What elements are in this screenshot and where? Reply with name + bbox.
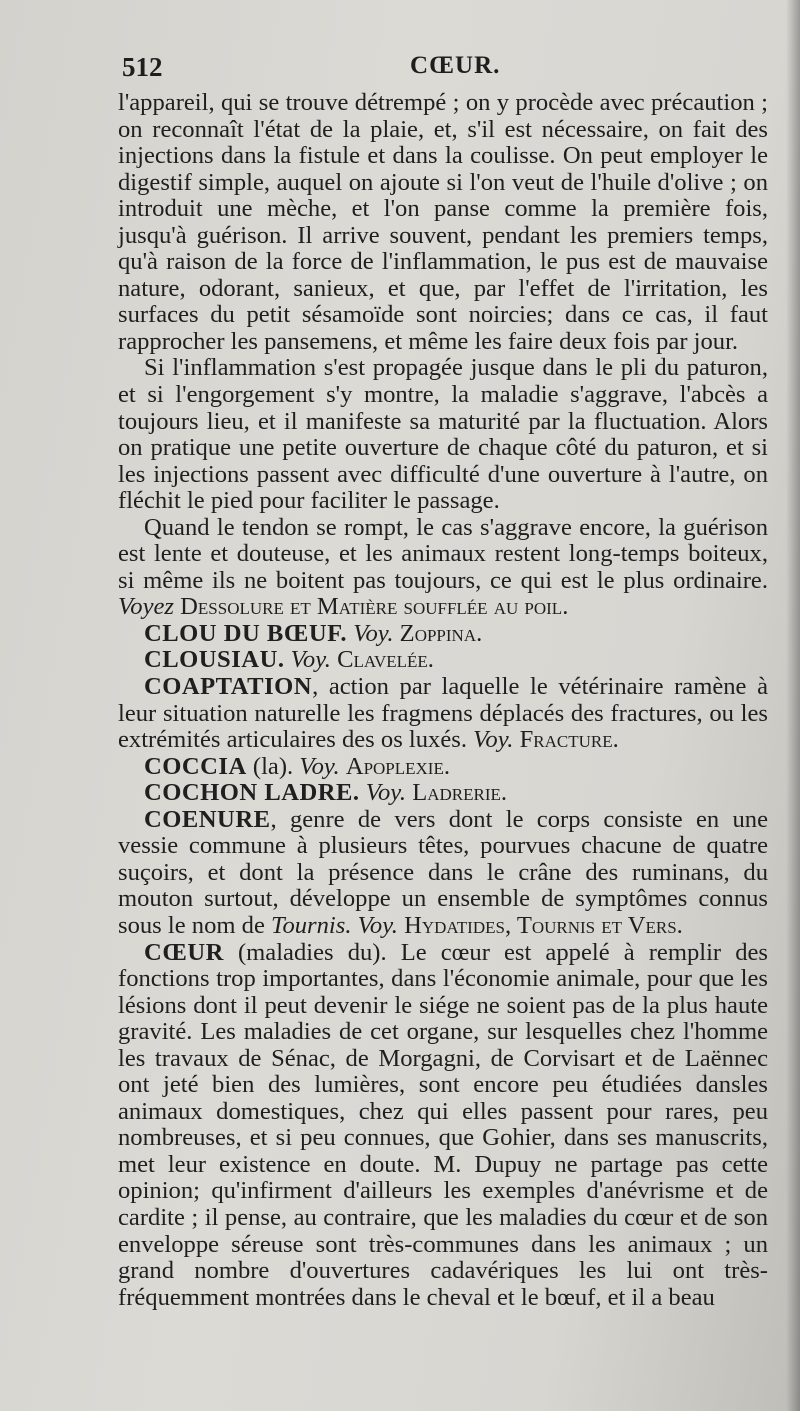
entry-coenure [118,807,768,940]
entry-coccia [118,754,768,781]
headword: COCCIA [144,752,247,780]
entry-cochon-ladre [118,780,768,807]
headword: CLOUSIAU. [144,646,285,674]
cross-reference: Zoppina. [399,619,483,647]
body-text [118,90,768,1311]
running-title: CŒUR. [410,52,501,79]
see-reference: Voy. [299,752,340,780]
entry-coeur-maladies [118,940,768,1312]
cross-reference: Hydatides, Tournis et Vers. [404,911,683,939]
entry-body: (maladies du). Le cœur est appelé à remplir des fonctions trop importantes, dans l'économie animale, pour que les lésions dont il peut devenir le siége ne soient pas de la plus haute gravité. Les maladies de cet organe, sur lesquelles chez l'homme les travaux de Sénac, de Morgagni, de Corvisart et de Laënnec ont jeté bien des lumières, sont encore peu étudiées dansles animaux domestiques, chez qui elles passent pour rares, peu nombreuses, et si peu connues, que Gohier, dans ses manuscrits, met leur existence en doute. M. Dupuy ne partage pas cette opinion; qu'infirment d'ailleurs les exemples d'anévrisme et de cardite ; il pense, au contraire, que les maladies du cœur et de son enveloppe séreuse sont très-communes dans les animaux ; un grand nombre d'ouvertures cadavériques les lui ont très-fréquemment montrées dans le cheval et le bœuf, et il a beau [118,938,768,1311]
cross-reference: Fracture. [519,726,619,754]
page-number: 512 [122,52,163,82]
headword: COAPTATION [144,673,313,701]
cross-reference: Clavelée. [337,646,434,674]
entry-body: (la). [246,752,294,780]
see-reference: Voy. [357,911,398,939]
see-reference: Voy. [365,779,407,807]
running-head [122,52,772,86]
cross-reference: Dessolure et Matière soufflée au poil. [180,593,569,621]
page-edge-shadow [786,0,800,1411]
entry-clou-du-boeuf [118,621,768,648]
cross-reference: Apoplexie. [345,752,450,780]
paragraph-continuation [118,90,768,355]
see-reference: Voy. [353,619,394,647]
paragraph-inflammation [118,355,768,514]
entry-coaptation [118,674,768,754]
headword: CLOU DU BŒUF. [144,619,348,647]
see-reference: Voyez [118,593,174,621]
cross-reference: Ladrerie. [412,779,508,807]
see-reference: Voy. [290,646,331,674]
entry-clousiau [118,647,768,674]
paragraph-text: Quand le tendon se rompt, le cas s'aggrave encore, la guérison est lente et douteuse, et les animaux restent long-temps boiteux, si même ils ne boitent pas toujours, ce qui est le plus ordinaire. [118,513,768,594]
paragraph-tendon [118,515,768,621]
paragraph-text: Si l'inflammation s'est propagée jusque dans le pli du paturon, et si l'engorgement s'y montre, la maladie s'aggrave, l'abcès a toujours lieu, et il manifeste sa maturité par la fluctuation. Alors on pratique une petite ouverture de chaque côté du paturon, et si les injections passent avec difficulté d'une ouverture à l'autre, on fléchit le pied pour faciliter le passage. [118,354,768,515]
entry-body: , genre de vers dont le corps consiste en une vessie commune à plusieurs têtes, pourvues chacune de quatre suçoirs, et dont la présence dans le crâne des ruminans, du mouton surtout, développe un ensemble de symptômes connus sous le nom de [118,805,768,939]
headword: CŒUR [144,938,224,966]
see-reference: Voy. [473,726,514,754]
headword: COCHON LADRE. [144,779,360,807]
italic-term: Tournis. [271,911,352,939]
entry-body: , action par laquelle le vétérinaire ramène à leur situation naturelle les fragmens déplacés des fractures, ou les extrémités articulaires des os luxés. [118,673,768,754]
paragraph-text: l'appareil, qui se trouve détrempé ; on y procède avec précaution ; on reconnaît l'état de la plaie, et, s'il est nécessaire, on fait des injections dans la fistule et dans la coulisse. On peut employer le digestif simple, auquel on ajoute si l'on veut de l'huile d'olive ; on introduit une mèche, et l'on panse comme la première fois, jusqu'à guérison. Il arrive souvent, pendant les premiers temps, qu'à raison de la force de l'inflammation, le pus est de mauvaise nature, odorant, sanieux, et que, par l'effet de l'irritation, les surfaces du petit sésamoïde sont noircies; dans ce cas, il faut rapprocher les pansemens, et même les faire deux fois par jour. [118,89,768,355]
headword: COENURE [144,805,271,833]
